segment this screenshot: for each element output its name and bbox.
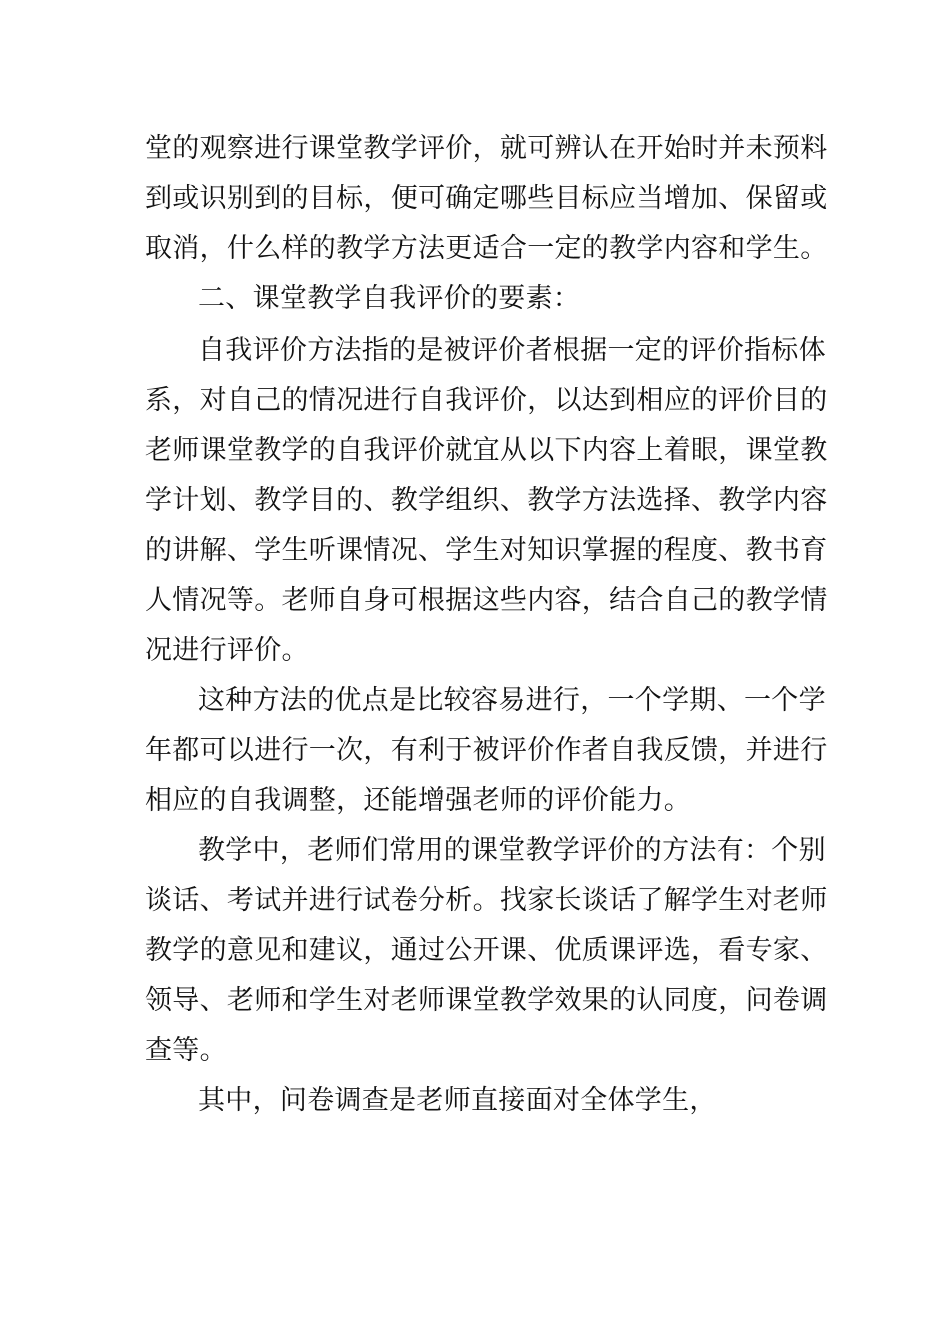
text-line: 取消，什么样的教学方法更适合一定的教学内容和学生。: [145, 233, 828, 264]
text-line: 系，对自己的情况进行自我评价，以达到相应的评价目的: [145, 385, 828, 416]
section-heading: 二、课堂教学自我评价的要素：: [198, 283, 581, 314]
text-line: 这种方法的优点是比较容易进行，一个学期、一个学: [198, 685, 826, 716]
text-line: 堂的观察进行课堂教学评价，就可辨认在开始时并未预料: [145, 133, 828, 164]
text-line: 学计划、教学目的、教学组织、教学方法选择、教学内容: [145, 485, 828, 516]
text-line: 其中，问卷调查是老师直接面对全体学生，: [198, 1085, 717, 1116]
text-line: 年都可以进行一次，有利于被评价作者自我反馈，并进行: [145, 735, 828, 766]
text-line: 人情况等。老师自身可根据这些内容，结合自己的教学情: [145, 585, 828, 616]
text-line: 教学中，老师们常用的课堂教学评价的方法有：个别: [198, 835, 826, 866]
text-line: 查等。: [145, 1035, 227, 1066]
text-line: 相应的自我调整，还能增强老师的评价能力。: [145, 785, 691, 816]
text-line: 到或识别到的目标，便可确定哪些目标应当增加、保留或: [145, 183, 828, 214]
text-line: 教学的意见和建议，通过公开课、优质课评选，看专家、: [145, 935, 828, 966]
text-line: 自我评价方法指的是被评价者根据一定的评价指标体: [198, 335, 826, 366]
text-line: 的讲解、学生听课情况、学生对知识掌握的程度、教书育: [145, 535, 828, 566]
text-line: 领导、老师和学生对老师课堂教学效果的认同度，问卷调: [145, 985, 828, 1016]
text-line: 老师课堂教学的自我评价就宜从以下内容上着眼，课堂教: [145, 435, 828, 466]
text-line: 谈话、考试并进行试卷分析。找家长谈话了解学生对老师: [145, 885, 828, 916]
text-line: 况进行评价。: [145, 635, 309, 666]
